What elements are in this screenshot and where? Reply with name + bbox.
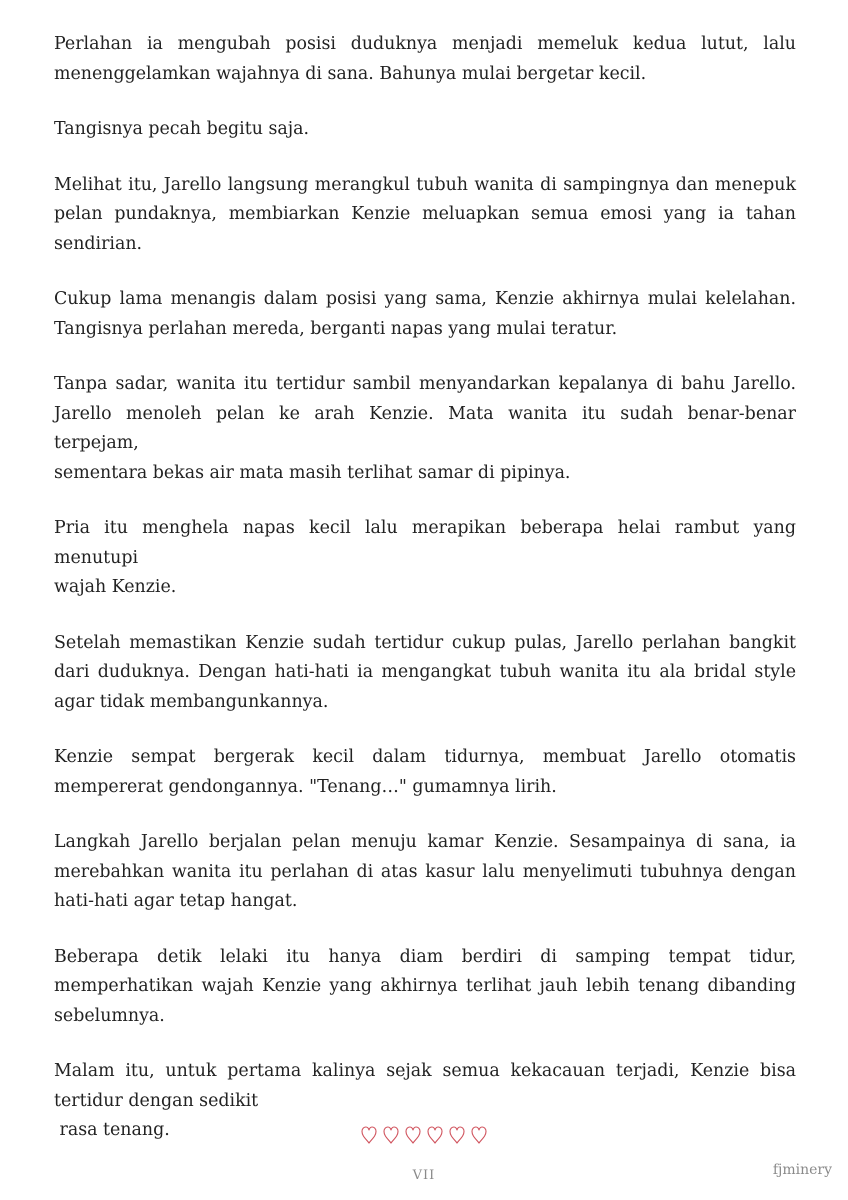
paragraph-line: mempererat gendongannya. "Tenang…" gumamnya lirih. (54, 776, 557, 797)
document-body (54, 30, 796, 1172)
paragraph-line: Perlahan ia mengubah posisi duduknya menjadi memeluk kedua lutut, lalu (54, 34, 796, 54)
heart-icon (448, 1124, 466, 1146)
paragraph-line: Tangisnya perlahan mereda, berganti napas yang mulai teratur. (54, 318, 618, 339)
paragraph-line: rasa tenang. (54, 1120, 170, 1140)
paragraph (54, 943, 796, 1032)
paragraph-line: sebelumnya. (54, 1005, 165, 1026)
paragraph-line: menenggelamkan wajahnya di sana. Bahunya mulai bergetar kecil. (54, 63, 647, 84)
paragraph (54, 285, 796, 344)
paragraph-line: pelan pundaknya, membiarkan Kenzie meluapkan semua emosi yang ia tahan (54, 204, 796, 224)
paragraph-line: sementara bekas air mata masih terlihat samar di pipinya. (54, 462, 571, 483)
paragraph-line: hati-hati agar tetap hangat. (54, 891, 298, 911)
heart-icon (404, 1124, 422, 1146)
paragraph (54, 743, 796, 802)
hearts-divider (0, 1124, 848, 1154)
paragraph-line: Malam itu, untuk pertama kalinya sejak semua kekacauan terjadi, Kenzie bisa (54, 1061, 796, 1081)
paragraph-line: Jarello menoleh pelan ke arah Kenzie. Mata wanita itu sudah benar-benar terpejam, (54, 403, 796, 453)
heart-icon (382, 1124, 400, 1146)
paragraph-line: sendirian. (54, 233, 143, 254)
paragraph (54, 514, 796, 603)
heart-icon (360, 1124, 378, 1146)
paragraph-line: wajah Kenzie. (54, 577, 177, 597)
paragraph (54, 171, 796, 260)
paragraph-line: Kenzie sempat bergerak kecil dalam tidurnya, membuat Jarello otomatis (54, 747, 796, 767)
paragraph-line: Beberapa detik lelaki itu hanya diam berdiri di samping tempat tidur, (54, 946, 796, 967)
paragraph-line: Cukup lama menangis dalam posisi yang sama, Kenzie akhirnya mulai kelelahan. (54, 289, 796, 309)
paragraph-line: Setelah memastikan Kenzie sudah tertidur cukup pulas, Jarello perlahan bangkit (54, 632, 796, 653)
paragraph-line: Melihat itu, Jarello langsung merangkul tubuh wanita di sampingnya dan menepuk (54, 174, 796, 195)
paragraph-line: Pria itu menghela napas kecil lalu merapikan beberapa helai rambut yang menutupi (54, 518, 796, 568)
paragraph-line: Tangisnya pecah begitu saja. (54, 119, 310, 139)
paragraph (54, 629, 796, 718)
page-number: VII (412, 1168, 436, 1183)
paragraph-line: tertidur dengan sedikit (54, 1090, 259, 1111)
heart-icon (470, 1124, 488, 1146)
paragraph-line: merebahkan wanita itu perlahan di atas kasur lalu menyelimuti tubuhnya dengan (54, 861, 796, 882)
paragraph (54, 370, 796, 488)
paragraph (54, 115, 796, 145)
paragraph-line: dari duduknya. Dengan hati-hati ia mengangkat tubuh wanita itu ala bridal style (54, 662, 796, 682)
paragraph (54, 828, 796, 917)
paragraph-line: Langkah Jarello berjalan pelan menuju kamar Kenzie. Sesampainya di sana, ia (54, 832, 796, 852)
brand-watermark: fjminery (772, 1162, 832, 1178)
heart-icon (426, 1124, 444, 1146)
paragraph-line: memperhatikan wajah Kenzie yang akhirnya terlihat jauh lebih tenang dibanding (54, 976, 796, 996)
paragraph-line: agar tidak membangunkannya. (54, 691, 329, 712)
paragraph-line: Tanpa sadar, wanita itu tertidur sambil menyandarkan kepalanya di bahu Jarello. (54, 374, 796, 394)
paragraph (54, 30, 796, 89)
